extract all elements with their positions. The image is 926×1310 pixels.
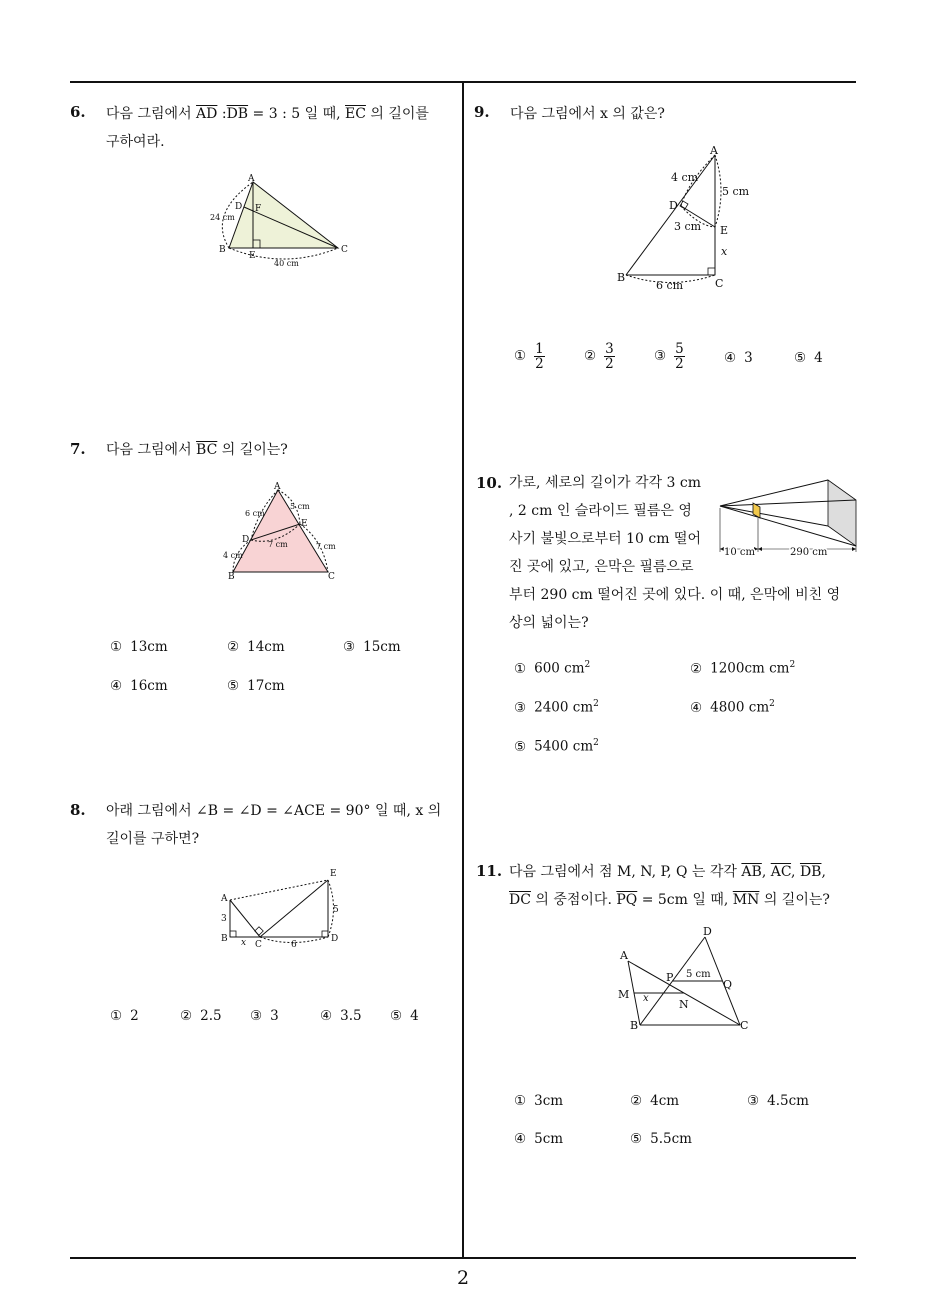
q7-choice-3[interactable]: ③ 15cm [343,639,401,655]
q9-choice-1[interactable]: ① $\frac{1}{2}$ [514,341,544,372]
q7-text: 다음 그림에서 $\overline{BC}$ 의 길이는? [106,442,288,458]
q10-choice-4[interactable]: ④ 4800 $cm^2$ [690,699,775,716]
q11-label-d: D [703,925,712,938]
q9-choice-3[interactable]: ③ $\frac{5}{2}$ [654,341,684,372]
q11-label-a: A [620,949,628,962]
q11-number: 11. [476,862,503,880]
q7-label-b: B [228,572,235,582]
q9-label-b: B [617,271,626,284]
q8-len-de: 5 [333,905,339,915]
q7-choice-1[interactable]: ① 13cm [110,639,168,655]
q11-choice-2[interactable]: ② 4cm [630,1093,680,1109]
q9-label-e: E [720,224,729,237]
q10-number: 10. [476,474,503,492]
q11-label-c: C [740,1019,749,1032]
q10-text: 가로, 세로의 길이가 각각 3 cm , 2 cm 인 슬라이드 필름은 영 사기 불빛으로부터 10 cm 떨어 진 곳에 있고, 은막은 필름으로 부터 290 cm 떨어진 곳에 있다. 이 때, 은막에 비친 영 상의 넓이는? [509,475,841,631]
q10-choice-5[interactable]: ⑤ 5400 $cm^2$ [514,738,599,755]
q9-len-ec: x [721,245,728,258]
q9-figure [612,142,762,297]
q10-choice-2[interactable]: ② 1200cm $cm^2$ [690,660,796,677]
q11-choice-4[interactable]: ④ 5cm [514,1131,564,1147]
q7-label-c: C [328,572,335,582]
column-divider [462,82,464,1258]
q9-len-ad: 4 cm [671,171,699,184]
q8-choice-4[interactable]: ④ 3.5 [320,1008,362,1024]
q8-number: 8. [70,801,86,819]
q9-choice-5[interactable]: ⑤ 4 [794,350,823,366]
page-number: 2 [457,1267,470,1289]
q11-choice-5[interactable]: ⑤ 5.5cm [630,1131,692,1147]
q9-choice-2[interactable]: ② $\frac{3}{2}$ [584,341,614,372]
q7-figure [218,480,348,585]
q8-choice-1[interactable]: ① 2 [110,1008,139,1024]
q10-dist-2: 290 cm [790,547,828,558]
q8-choice-5[interactable]: ⑤ 4 [390,1008,419,1024]
q7-choice-5[interactable]: ⑤ 17cm [227,678,285,694]
q11-label-p: P [666,971,674,984]
q7-number: 7. [70,440,86,458]
q8-label-a: A [221,894,228,904]
q6-len-ab: 24 cm [210,213,235,222]
q7-choice-4[interactable]: ④ 16cm [110,678,168,694]
q9-len-de: 3 cm [674,220,702,233]
q11-label-q: Q [723,978,733,991]
q9-label-a: A [710,144,718,157]
q10-choice-1[interactable]: ① 600 $cm^2$ [514,660,591,677]
q11-figure [610,925,760,1040]
q7-label-d: D [242,535,250,545]
q7-len-bd: 4 cm [223,551,243,560]
q6-label-b: B [219,245,226,255]
q8-choice-3[interactable]: ③ 3 [250,1008,279,1024]
q6-figure [200,170,360,270]
q10-dist-1: 10 cm [724,547,755,558]
q11-label-n: N [679,998,689,1011]
q6-label-c: C [341,245,348,255]
q6-number: 6. [70,103,86,121]
q11-len-pq: 5 cm [686,969,711,980]
q7-len-ae: 5 cm [290,502,310,511]
q6-label-e: E [249,251,256,261]
q6-label-d: D [235,202,243,212]
q11-len-mn: x [643,993,649,1004]
q9-label-c: C [715,277,724,290]
q8-figure [215,864,345,949]
q9-label-d: D [669,199,678,212]
q11-text: 다음 그림에서 점 M, N, P, Q 는 각각 $\overline{AB}$, $\overline{AC}$, $\overline{DB}$, $\overline{DC}$ 의 중점이다. $\overline{PQ} = 5cm$ 일 때, $\overline{MN}$ 의 길이는? [509,864,830,908]
q10-figure [716,474,861,564]
q9-text: 다음 그림에서 x 의 값은? [510,106,665,122]
q7-choice-2[interactable]: ② 14cm [227,639,285,655]
q11-label-m: M [618,988,630,1001]
q8-len-ab: 3 [221,914,227,924]
q9-choice-4[interactable]: ④ 3 [724,350,753,366]
q7-len-ad: 6 cm [245,509,265,518]
q9-len-ac: 5 cm [722,185,750,198]
q11-choice-1[interactable]: ① 3cm [514,1093,564,1109]
q11-label-b: B [630,1019,639,1032]
q7-len-ec: 7 cm [316,542,336,551]
q8-label-d: D [331,934,339,944]
q7-label-a: A [274,482,281,492]
q7-len-de: 7 cm [268,540,288,549]
q8-label-b: B [221,934,228,944]
q6-label-a: A [248,174,255,184]
q6-len-bc: 40 cm [274,259,299,268]
q6-label-f: F [255,204,262,214]
q8-choice-2[interactable]: ② 2.5 [180,1008,222,1024]
q8-text: 아래 그림에서 ∠B = ∠D = ∠ACE = 90° 일 때, x 의 길이를 구하면? [106,803,442,847]
q6-text: 다음 그림에서 $\overline{AD}$ $:\overline{DB} = 3$ : 5 일 때, $\overline{EC}$ 의 길이를 구하여라. [106,106,429,150]
q8-len-bc: x [241,938,247,948]
q8-label-e: E [330,869,337,879]
q9-len-bc: 6 cm [656,279,684,292]
q10-choice-3[interactable]: ③ 2400 $cm^2$ [514,699,599,716]
q8-label-c: C [255,940,262,950]
q7-label-e: E [301,519,308,529]
q11-choice-3[interactable]: ③ 4.5cm [747,1093,809,1109]
q8-len-cd: 6 [291,940,297,950]
q9-number: 9. [474,103,490,121]
